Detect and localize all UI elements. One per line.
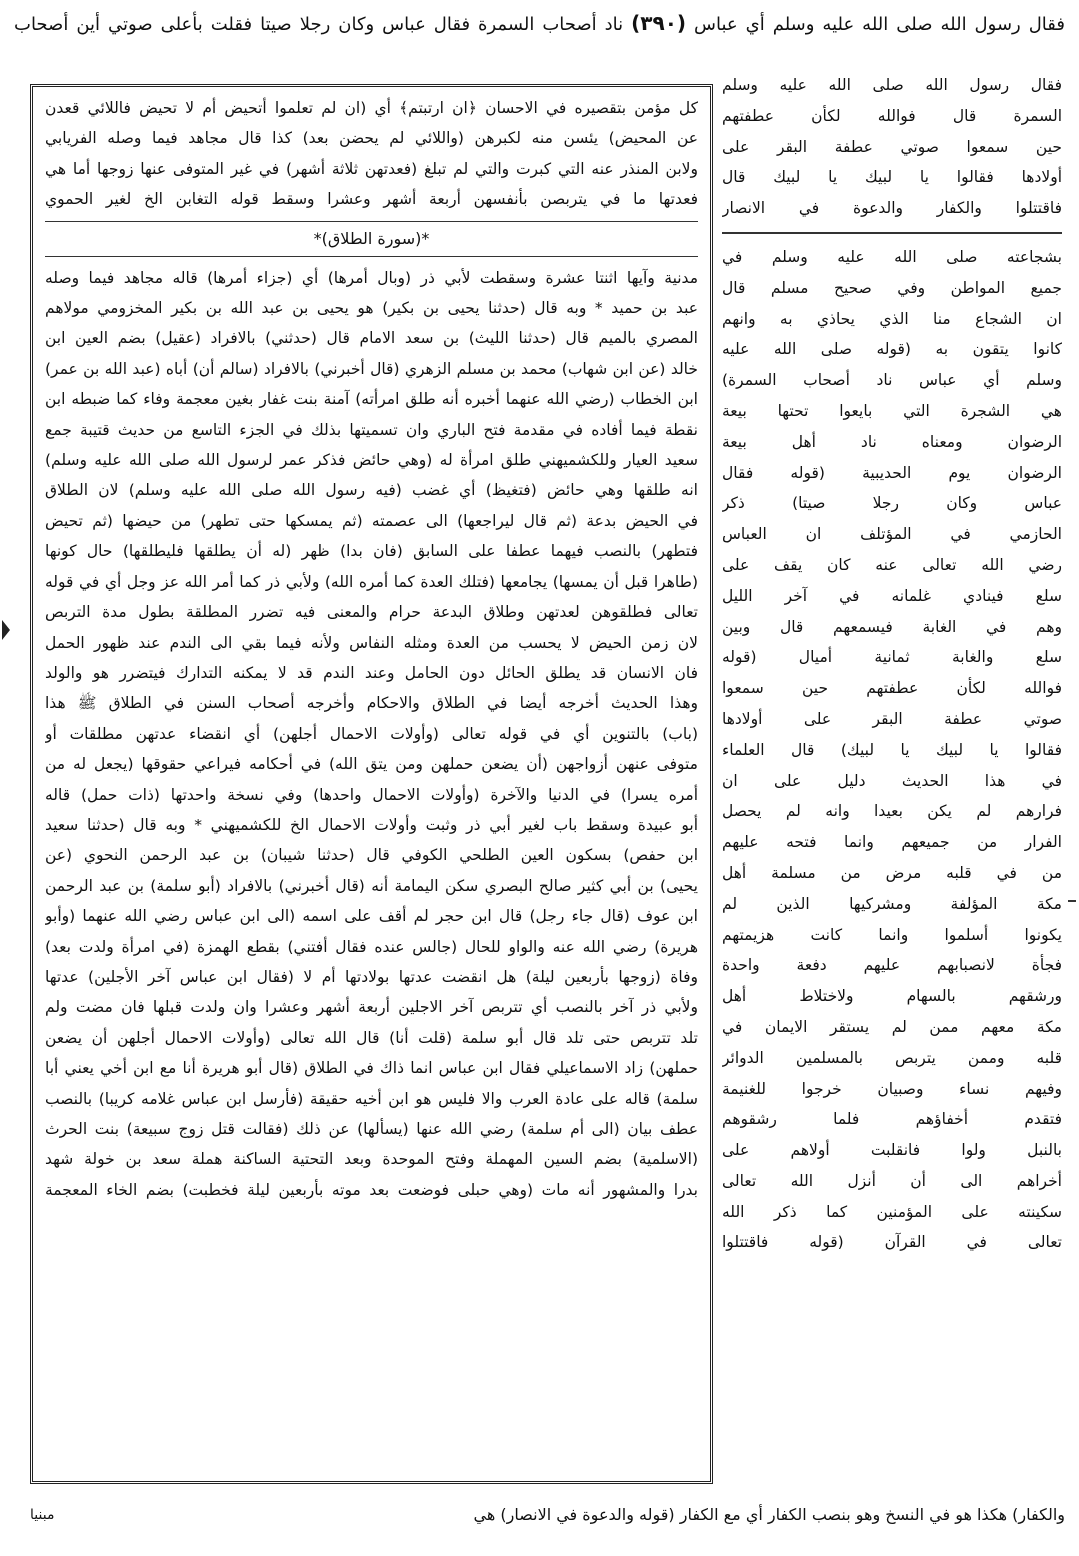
text-line: في الحيض بدعة (ثم قال ليراجعها) الى عصمته (ثم يمسكها حتى تطهر) من حيضها (ثم تحيض xyxy=(45,511,698,530)
commentary-line: فوالله لكأن عطفتهم حين سمعوا xyxy=(722,679,1062,698)
commentary-line: في هذا الحديث دليل على ان xyxy=(722,771,1062,790)
commentary-line: تعالى في القرآن (قوله فاقتتلوا xyxy=(722,1233,1062,1252)
text-line: انه طلقها وهي حائض (فتغيظ) أي غضب (فيه رسول الله صلى الله عليه وسلم) لان الطلاق xyxy=(45,481,698,500)
commentary-line: رضي الله تعالى عنه كان يقف على xyxy=(722,555,1062,574)
text-line: عبد بن حميد * وبه قال (حدثنا يحيى بن بكير) هو يحيى بن عبد الله بن بكير المخزومي مولاهم xyxy=(45,299,698,318)
text-line: وفاة (زوجها بأربعين ليلة) هل انقضت عدتها بولادتها أم لا (فقال ابن عباس آخر الأجلين) عدتها xyxy=(45,967,698,986)
commentary-line: أخراهم الى أن أنزل الله تعالى xyxy=(722,1171,1062,1190)
commentary-line: الرضوان ومعناه ناد أهل بيعة xyxy=(722,432,1062,451)
main-text-frame xyxy=(30,84,713,1484)
text-line: سلمة) قاله على عادة العرب والا فليس هو ابن أخيه حقيقة (فأرسل ابن عباس غلامه كريبا) بالنصب xyxy=(45,1089,698,1108)
commentary-line: قلبه وممن يتربص بالمسلمين الدوائر xyxy=(722,1048,1062,1067)
text-line: ابن حفص) بسكون العين الطلحي الكوفي قال (حدثنا شيبان) بن عبد الرحمن النحوي (عن xyxy=(45,846,698,865)
text-line: فعدتها ما في يتربصن بأنفسهن أربعة أشهر وعشرا وسقط قوله التغابن الخ لغير الحموي xyxy=(45,190,698,209)
commentary-line: بالنبل ولوا فانقلبت أولاهم على xyxy=(722,1141,1062,1160)
footer-signature: مبنيا xyxy=(30,1507,55,1523)
text-line: لان زمن الحيض لا يحسب من العدة ومثله النفاس ولأنه فيما بقي الى الندم عند ظهور الحمل xyxy=(45,633,698,652)
commentary-line: عباس وكان رجلا صيتا) ذكر xyxy=(722,494,1062,513)
commentary-line: الرضوان يوم الحديبية (قوله فقال xyxy=(722,463,1062,482)
commentary-line: يكونوا أسلموا وانما كانت هزيمتهم xyxy=(722,925,1062,944)
text-line: عن المحيض) يئسن منه لكبرهن (واللائي لم يحضن بعد) كذا قال مجاهد فيما وصله الفريابي xyxy=(45,129,698,148)
commentary-line: ورشقهم بالسهام ولاختلاط أهل xyxy=(722,987,1062,1006)
text-line: نقطة فيما أفاده في مقدمة فتح الباري وان تسميتها بذلك في الجزء التاسع من حديث قتيبة جمع xyxy=(45,420,698,439)
page-number: (٣٩٠) xyxy=(631,11,687,35)
page-header xyxy=(14,8,1065,68)
text-line: تعالى فطلقوهن لعدتهن وطلاق البدعة حرام والمعنى فيه تضرر المطلقة بطول مدة التربص xyxy=(45,603,698,622)
text-line: بدرا والمشهور أنه مات (وهي حبلى فوضعت بعد موته بأربعين ليلة فخطبت) بضم الخاء المعجمة xyxy=(45,1180,698,1199)
text-line: (باب) بالتنوين أي في قوله تعالى (وأولات الاحمال أجلهن) أي انقضاء عدتهن مطلقات أو xyxy=(45,724,698,743)
surah-heading: *(سورة الطلاق)* xyxy=(45,221,698,257)
commentary-line: سلع والغابة ثمانية أميال (قوله xyxy=(722,648,1062,667)
commentary-line: مكة المؤلفة ومشركيها الذين لم xyxy=(722,894,1062,913)
text-line: هريرة) رضي الله عنه والواو للحال (جالس عنده فقال أفتني) بقطع الهمزة (في امرأة ولدت بعد) xyxy=(45,937,698,956)
commentary-line: فاقتتلوا والكفار والدعوة في الانصار xyxy=(722,199,1062,218)
text-line: أمره يسرا) في الدنيا والآخرة (وأولات الاحمال واحدها) وفي نسخة واحدتها (ذات حمل) قاله xyxy=(45,785,698,804)
text-line: مدنية وآيها اثنتا عشرة وسقطت لأبي ذر (وبال أمرها) أي (جزاء أمرها) قاله مجاهد فيما وصله xyxy=(45,268,698,287)
commentary-line: جميع المواطن وفي صحيح مسلم قال xyxy=(722,278,1062,297)
text-line: أبو عبيدة وسقط باب لغير أبي ذر وثبت وأولات الاحمال الخ للكشميهني * وبه قال (حدثنا سعيد xyxy=(45,815,698,834)
text-line: عطف بيان (الى أم سلمة) رضي الله عنها (يسألها) عن ذلك (فقالت قتل زوج سبيعة) بنت الحرث xyxy=(45,1120,698,1138)
text-line: ولابن المنذر عنه التي كبرت والتي لم تبلغ (فعدتهن ثلاثة أشهر) في غير المتوفى عنها زوجها أما هي xyxy=(45,159,698,178)
commentary-line: وفيهم نساء وصبيان خرجوا للغنيمة xyxy=(722,1079,1062,1098)
marginal-commentary-top xyxy=(722,70,1062,224)
marginal-divider xyxy=(722,232,1062,234)
text-line: متوفى عنهن أزواجهن (أن يضعن حملهن ومن يتق الله) في أحكامه فيراعي حقوقها (يجعل له من xyxy=(45,755,698,774)
commentary-line: سكينته على المؤمنين كما ذكر الله xyxy=(722,1202,1062,1221)
text-line: كل مؤمن بتقصيره في الاحسان ﴿ان ارتبتم﴾ أي (ان لم تعلموا أتحيض أم لا تحيض فاللائي قعدن xyxy=(45,99,698,117)
header-text-after: ناد أصحاب السمرة فقال عباس وكان رجلا صيتا فقلت بأعلى صوتي أين أصحاب xyxy=(14,14,624,35)
text-line: خالد (عن ابن شهاب) محمد بن مسلم الزهري (قال أخبرني) بالافراد (سالم أن) أباه (عبد الله بن عمر) xyxy=(45,359,698,378)
text-line: (الاسلمية) بضم السين المهملة وفتح الموحدة وبعد التحتية الساكنة هملة سعد بن خولة شهد xyxy=(45,1150,698,1169)
commentary-line: فجأة لانصبابهم عليهم دفعة واحدة xyxy=(722,956,1062,975)
main-text-top xyxy=(45,93,698,215)
text-line: (طاهرا قبل أن يمسها) يجامعها (فتلك العدة كما أمره الله) ولأبي ذر كما أمر الله عز وجل أي في قوله xyxy=(45,572,698,591)
text-line: ولأبي ذر آخر بالنصب أي تتربص آخر الاجلين أربعة أشهر وعشرا وان ولدت قبلها فان مضت ولم xyxy=(45,998,698,1017)
commentary-line: أولادها فقالوا يا لبيك يا لبيك قال xyxy=(722,168,1062,187)
text-line: فان الانسان قد يطلق الحائل دون الحامل وعند الندم قد لا يمكنه التدارك فيتضرر هو والولد xyxy=(45,663,698,682)
text-line: المصري بالميم قال (حدثنا الليث) بن سعد الامام قال (حدثني) بالافراد (عقيل) بضم العين ابن xyxy=(45,329,698,348)
text-line: وهذا الحديث أخرجه أيضا في الطلاق والاحكام وأخرجه أصحاب السنن في الطلاق ﷺ هذا xyxy=(45,694,698,713)
commentary-line: الفرار من جميعهم وانما فتحه عليهم xyxy=(722,833,1062,852)
text-line: سعيد العيار وللكشميهني طلق امرأة له (وهي حائض فذكر عمر لرسول الله صلى الله عليه وسلم) xyxy=(45,451,698,470)
marginal-commentary-body xyxy=(722,242,1062,1258)
text-line: تلد تتربص حتى تلد قال أبو سلمة (قلت أنا) قال الله تعالى (وأولات الاحمال أجلهن أن يضعن xyxy=(45,1028,698,1047)
text-line: ابن الخطاب (رضي الله عنهما أخبره أنه طلق امرأته) آمنة بنت غفار بغين معجمة وفاء كما ضبطه ابن xyxy=(45,390,698,409)
text-line: فتطهر) بالنصب فيهما عطفا على السابق (فان بدا) ظهر (له أن يطلقها فليطلقها) حال كونها xyxy=(45,542,698,561)
margin-tick-mark xyxy=(1068,900,1076,902)
commentary-line: ان الشجاع منا الذي يحاذي به وانهم xyxy=(722,309,1062,328)
commentary-line: فتقدم أخفاؤهم فلما رشقوهم xyxy=(722,1110,1062,1129)
text-line: حملهن) زاد الاسماعيلي فقال ابن عباس انما ذاك في الطلاق (قال أبو هريرة أنا مع ابن أخي يعني أبا xyxy=(45,1059,698,1078)
commentary-line: فقال رسول الله صلى الله عليه وسلم xyxy=(722,76,1062,94)
footer-line: والكفار) هكذا هو في النسخ وهو بنصب الكفار أي مع الكفار (قوله والدعوة في الانصار) هي xyxy=(473,1505,1065,1524)
main-text-body xyxy=(45,263,698,1206)
commentary-line: صوتي عطفة البقر على أولادها xyxy=(722,709,1062,728)
commentary-line: السمرة قال فوالله لكأن عطفتهم xyxy=(722,106,1062,125)
commentary-line: كانوا يتقون به (قوله صلى الله عليه xyxy=(722,340,1062,359)
header-text-before: فقال رسول الله صلى الله عليه وسلم أي عباس xyxy=(694,14,1065,35)
marginal-commentary xyxy=(722,70,1062,1490)
commentary-line: فرارهم لم يكن بعيدا وانه لم يحصل xyxy=(722,802,1062,821)
commentary-line: سلع فينادي غلمانه في آخر الليل xyxy=(722,586,1062,605)
commentary-line: من في قلبه مرض من مسلمة أهل xyxy=(722,863,1062,882)
commentary-line: بشجاعته صلى الله عليه وسلم في xyxy=(722,247,1062,266)
commentary-line: مكة معهم ممن لم يستقر الايمان في xyxy=(722,1017,1062,1036)
text-line: ابن عوف (قال جاء رجل) قال ابن حجر لم أقف على اسمه (الى ابن عباس رضي الله عنهما (وأبو xyxy=(45,907,698,926)
margin-arrow-mark xyxy=(2,620,10,640)
commentary-line: وهم في الغابة فيسمعهم قال وبين xyxy=(722,617,1062,636)
commentary-line: هي الشجرة التي بايعوا تحتها بيعة xyxy=(722,401,1062,420)
commentary-line: وسلم أي عباس ناد أصحاب السمرة) xyxy=(722,371,1062,390)
text-line: يحيى) بن أبي كثير صالح البصري سكن اليمامة أنه (قال أخبرني) بالافراد (أبو سلمة) بن عبد الرحمن xyxy=(45,876,698,895)
commentary-line: فقالوا يا لبيك يا لبيك) قال العلماء xyxy=(722,740,1062,759)
commentary-line: الحازمي في المؤتلف ان العباس xyxy=(722,525,1062,544)
commentary-line: حين سمعوا صوتي عطفة البقر على xyxy=(722,137,1062,156)
